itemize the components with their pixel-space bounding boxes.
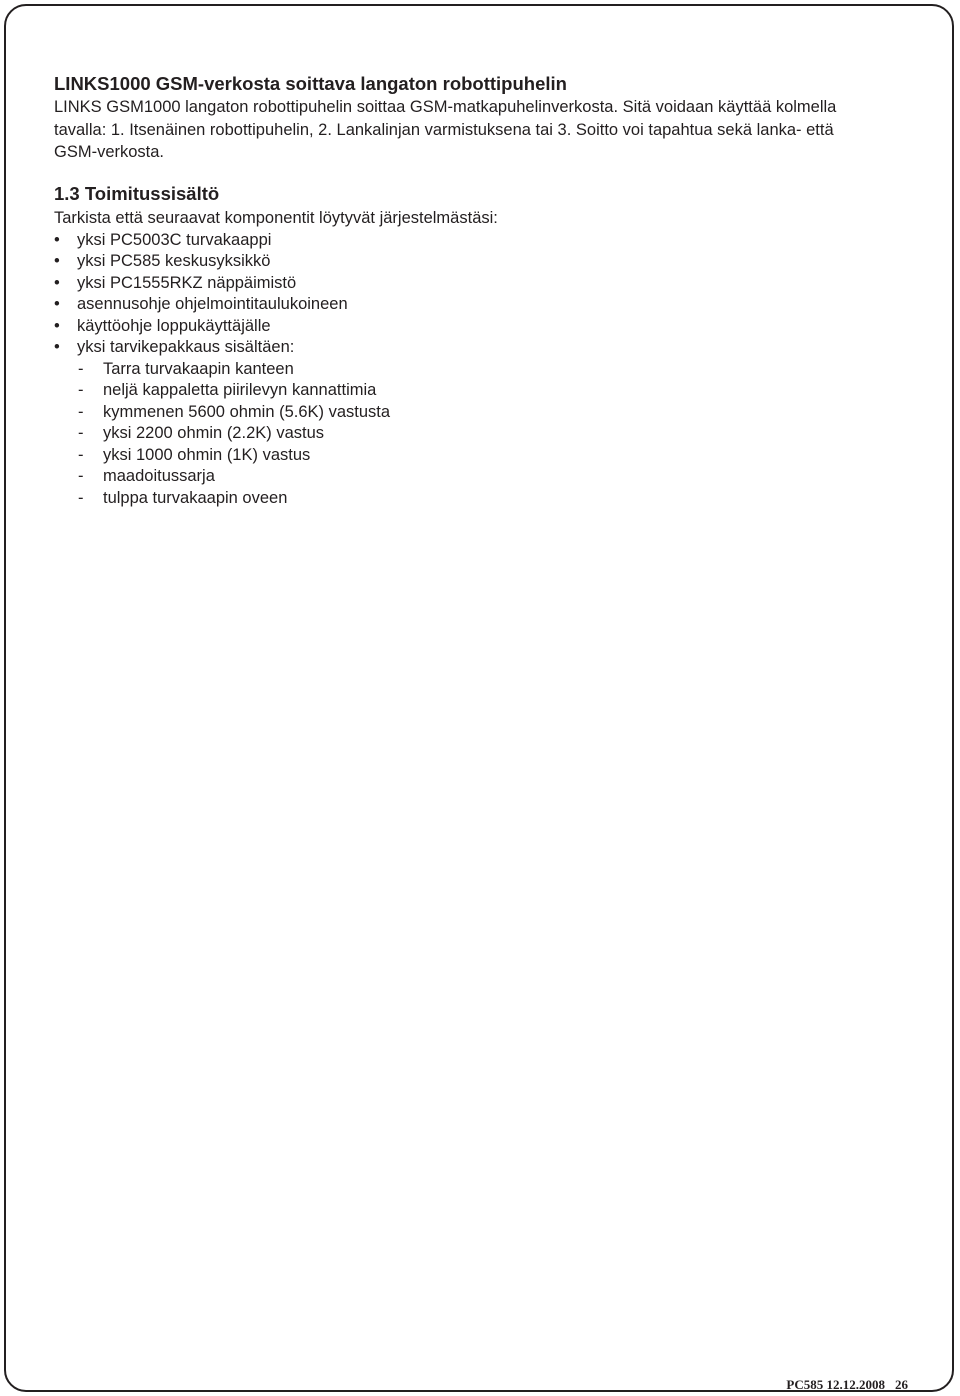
dash-marker: - [78,359,84,378]
bullet-marker: • [54,295,60,313]
dash-marker: - [78,467,84,485]
sub-list-item-text: kymmenen 5600 ohmin (5.6K) vastusta [103,402,391,421]
bullet-marker: • [54,316,60,335]
dash-marker: - [78,381,84,399]
dash-marker: - [78,488,84,507]
sub-list-item-text: Tarra turvakaapin kanteen [103,359,294,378]
list-item [54,316,904,338]
list-item-text: asennusohje ohjelmointitaulukoineen [77,295,348,313]
list-item [54,230,904,252]
sub-list-item-text: yksi 2200 ohmin (2.2K) vastus [103,424,325,442]
list-item-text: yksi PC1555RKZ näppäimistö [77,273,297,292]
list-item-text: käyttöohje loppukäyttäjälle [77,316,271,335]
bullet-marker: • [54,252,60,270]
page-footer [786,1377,908,1393]
sub-list-item-text: maadoitussarja [103,467,215,485]
sub-list-item [54,466,904,488]
footer-doc-id: PC585 12.12.2008 [786,1377,885,1392]
section-heading: 1.3 Toimitussisältö [54,183,220,204]
intro-paragraph [54,96,904,164]
sub-list-item [54,445,904,467]
dash-marker: - [78,424,84,442]
sub-list-item-text: tulppa turvakaapin oveen [103,488,288,507]
page-number: 26 [895,1377,908,1392]
sub-list-item [54,380,904,402]
intro-section [54,72,904,164]
sub-list-item [54,359,904,381]
intro-line: GSM-verkosta. [54,143,165,161]
contents-intro: Tarkista että seuraavat komponentit löytyvät järjestelmästäsi: [54,209,498,227]
intro-title: LINKS1000 GSM-verkosta soittava langaton robottipuhelin [54,73,567,94]
sub-item-list [54,359,904,510]
list-item [54,294,904,316]
list-item-text: yksi PC5003C turvakaappi [77,230,272,249]
sub-list-item-text: neljä kappaletta piirilevyn kannattimia [103,381,377,399]
sub-list-item-text: yksi 1000 ohmin (1K) vastus [103,445,311,464]
dash-marker: - [78,402,84,421]
bullet-marker: • [54,230,60,249]
list-item [54,251,904,273]
bullet-list [54,230,904,359]
sub-list-item [54,488,904,510]
list-item-text: yksi PC585 keskusyksikkö [77,252,271,270]
intro-line: tavalla: 1. Itsenäinen robottipuhelin, 2. Lankalinjan varmistuksena tai 3. Soitto voi tapahtua sekä lanka- että [54,120,834,139]
intro-line: LINKS GSM1000 langaton robottipuhelin soittaa GSM-matkapuhelinverkosta. Sitä voidaan käyttää kolmella [54,98,837,116]
sub-list-item [54,423,904,445]
dash-marker: - [78,445,84,464]
list-item-text: yksi tarvikepakkaus sisältäen: [77,338,295,356]
list-item [54,337,904,359]
delivery-contents [54,208,904,509]
bullet-marker: • [54,338,60,356]
sub-list-item [54,402,904,424]
bullet-marker: • [54,273,60,292]
list-item [54,273,904,295]
